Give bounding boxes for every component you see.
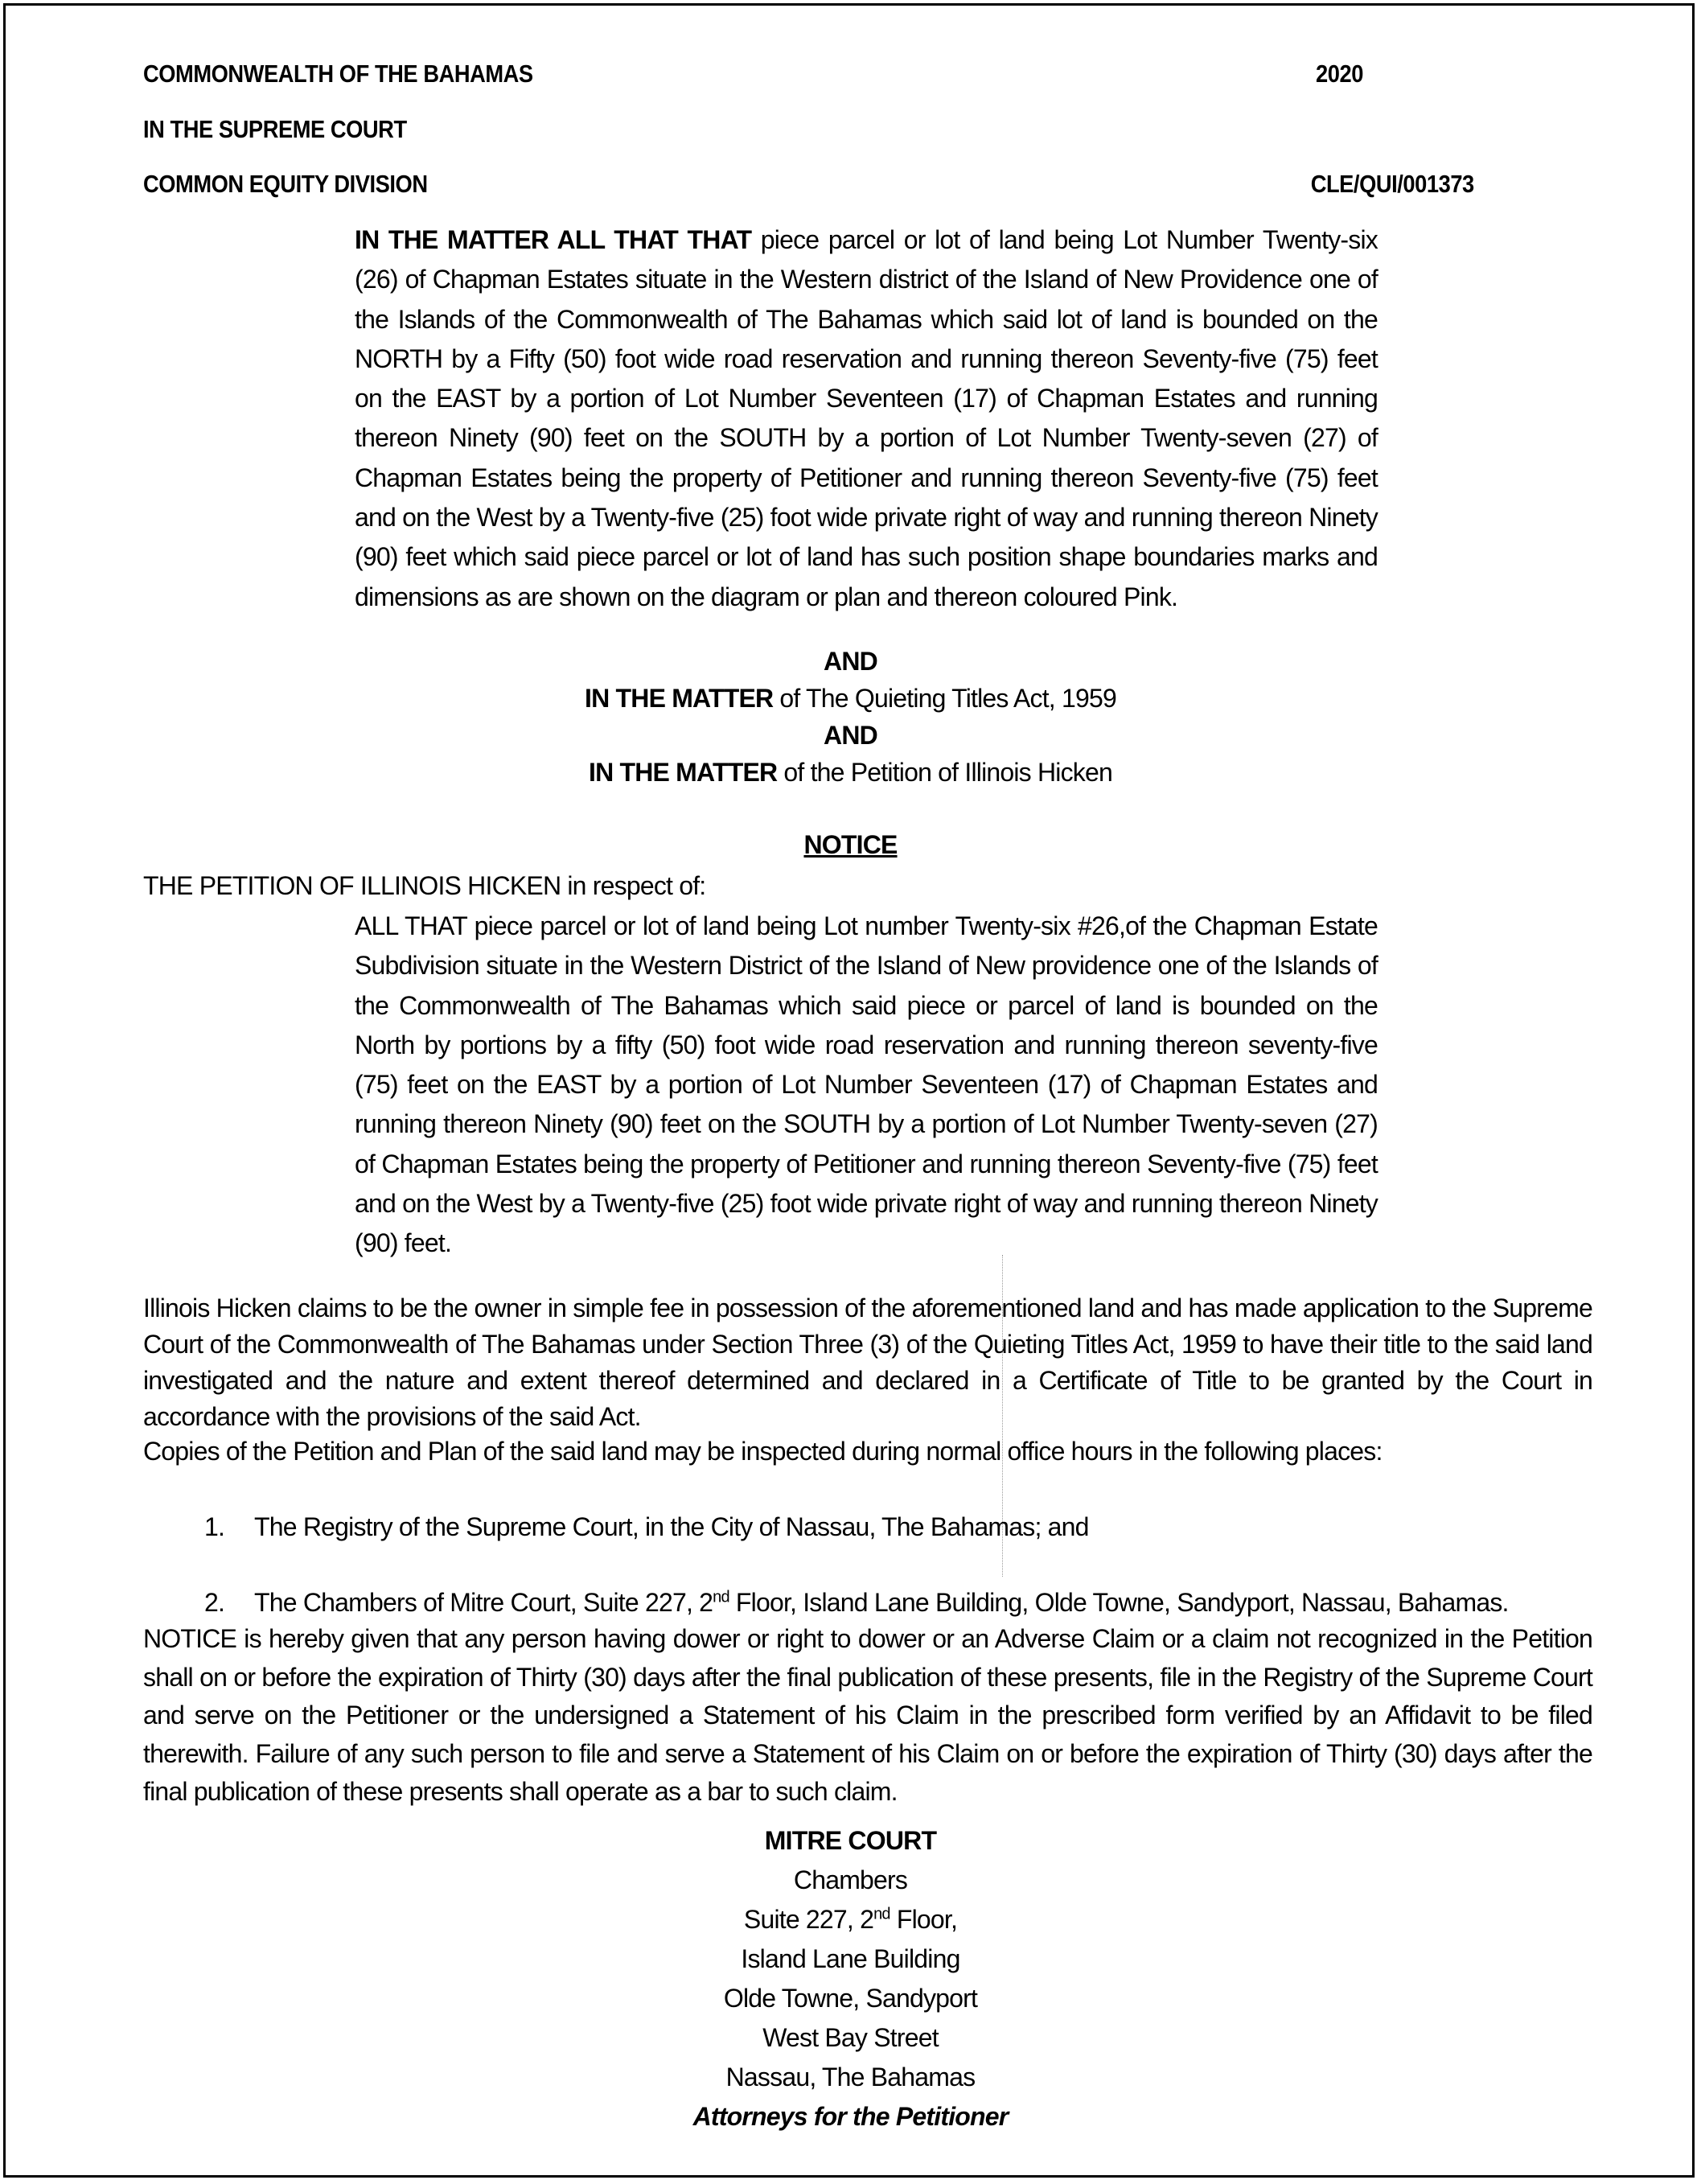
- signature-text: Suite 227, 2: [743, 1905, 874, 1934]
- signature-line: West Bay Street: [762, 2023, 939, 2052]
- matter-text: of the Petition of Illinois Hicken: [777, 758, 1112, 787]
- and-separator: AND: [824, 721, 877, 750]
- superscript: nd: [713, 1588, 729, 1606]
- land-description-text: ALL THAT piece parcel or lot of land being Lot number Twenty-six #26,of the Chapman Estate Subdivision situate in the Western District of the Island of New providence one of the Islands of the Commonwealth of The Bahamas which said piece or parcel of land is bounded on the North by portions by a fifty (50) foot wide road reservation and running thereon seventy-five (75) feet on the EAST by a portion of Lot Number Seventeen (17) of Chapman Estates and running thereon Ninety (90) feet on the SOUTH by a portion of Lot Number Twenty-seven (27) of Chapman Estates being the property of Petitioner and running thereon Seventy-five (75) feet and on the West by a Twenty-five (25) foot wide private right of way and running thereon Ninety (90) feet.: [355, 911, 1378, 1258]
- signature-line: Olde Towne, Sandyport: [723, 1984, 978, 2013]
- notice-paragraph: [143, 1620, 1592, 1812]
- signature-line: Chambers: [793, 1865, 908, 1894]
- matter-petition-line: [0, 754, 1701, 791]
- matter-lead: IN THE MATTER: [585, 684, 774, 713]
- notice-title: [0, 826, 1701, 863]
- place-item-2: [204, 1588, 1509, 1618]
- list-text: The Registry of the Supreme Court, in the City of Nassau, The Bahamas; and: [254, 1512, 1089, 1541]
- matter-lead: IN THE MATTER: [588, 758, 778, 787]
- matter-land-paragraph: [355, 220, 1378, 617]
- matter-lead: IN THE MATTER ALL THAT THAT: [355, 225, 752, 254]
- land-description: [355, 907, 1378, 1264]
- list-number: 2.: [204, 1588, 225, 1617]
- year-label: 2020: [1316, 60, 1363, 88]
- signature-line: Island Lane Building: [741, 1944, 960, 1973]
- superscript: nd: [873, 1905, 890, 1923]
- signature-suite: [0, 1900, 1701, 1939]
- place-item-1: [204, 1512, 1089, 1542]
- claim-paragraph: [143, 1290, 1592, 1435]
- signature-line: Nassau, The Bahamas: [725, 2063, 976, 2091]
- attorneys-role: Attorneys for the Petitioner: [692, 2102, 1009, 2131]
- petition-intro: THE PETITION OF ILLINOIS HICKEN in respect of:: [143, 871, 706, 900]
- and-separator: AND: [824, 647, 877, 676]
- matter-text: of The Quieting Titles Act, 1959: [773, 684, 1116, 713]
- matter-act-line: [0, 680, 1701, 717]
- notice-title-text: NOTICE: [803, 830, 898, 859]
- copies-paragraph: Copies of the Petition and Plan of the said land may be inspected during normal office hours in the following places:: [143, 1437, 1383, 1466]
- claim-text: Illinois Hicken claims to be the owner in simple fee in possession of the aforementioned land and has made application to the Supreme Court of the Commonwealth of The Bahamas under Section Three (3) of the Quieting Titles Act, 1959 to have their title to the said land investigated and the nature and extent thereof determined and declared in a Certificate of Title to be granted by the Court in accordance with the provisions of the said Act.: [143, 1294, 1592, 1431]
- case-number: CLE/QUI/001373: [1310, 170, 1474, 198]
- division-heading: COMMON EQUITY DIVISION: [143, 170, 428, 198]
- list-number: 1.: [204, 1512, 225, 1541]
- matter-text: piece parcel or lot of land being Lot Number Twenty-six (26) of Chapman Estates situate in the Western district of the Island of New Providence one of the Islands of the Commonwealth of The Bahamas which said lot of land is bounded on the NORTH by a Fifty (50) foot wide road reservation and running thereon Seventy-five (75) feet on the EAST by a portion of Lot Number Seventeen (17) of Chapman Estates and running thereon Ninety (90) feet on the SOUTH by a portion of Lot Number Twenty-seven (27) of Chapman Estates being the property of Petitioner and running thereon Seventy-five (75) feet and on the West by a Twenty-five (25) foot wide private right of way and running thereon Ninety (90) feet which said piece parcel or lot of land has such position shape boundaries marks and dimensions as are shown on the diagram or plan and thereon coloured Pink.: [355, 225, 1378, 611]
- notice-text: NOTICE is hereby given that any person having dower or right to dower or an Adverse Claim or a claim not recognized in the Petition shall on or before the expiration of Thirty (30) days after the final publication of these presents, file in the Registry of the Supreme Court and serve on the Petitioner or the undersigned a Statement of his Claim in the prescribed form verified by an Affidavit to be filed therewith. Failure of any such person to file and serve a Statement of his Claim on or before the expiration of Thirty (30) days after the final publication of these presents shall operate as a bar to such claim.: [143, 1624, 1592, 1806]
- list-text: The Chambers of Mitre Court, Suite 227, 2: [254, 1588, 713, 1617]
- court-heading: IN THE SUPREME COURT: [143, 115, 407, 143]
- firm-name: MITRE COURT: [764, 1826, 937, 1855]
- signature-text: Floor,: [890, 1905, 958, 1934]
- jurisdiction-heading: COMMONWEALTH OF THE BAHAMAS: [143, 60, 533, 88]
- list-text: Floor, Island Lane Building, Olde Towne, Sandyport, Nassau, Bahamas.: [729, 1588, 1509, 1617]
